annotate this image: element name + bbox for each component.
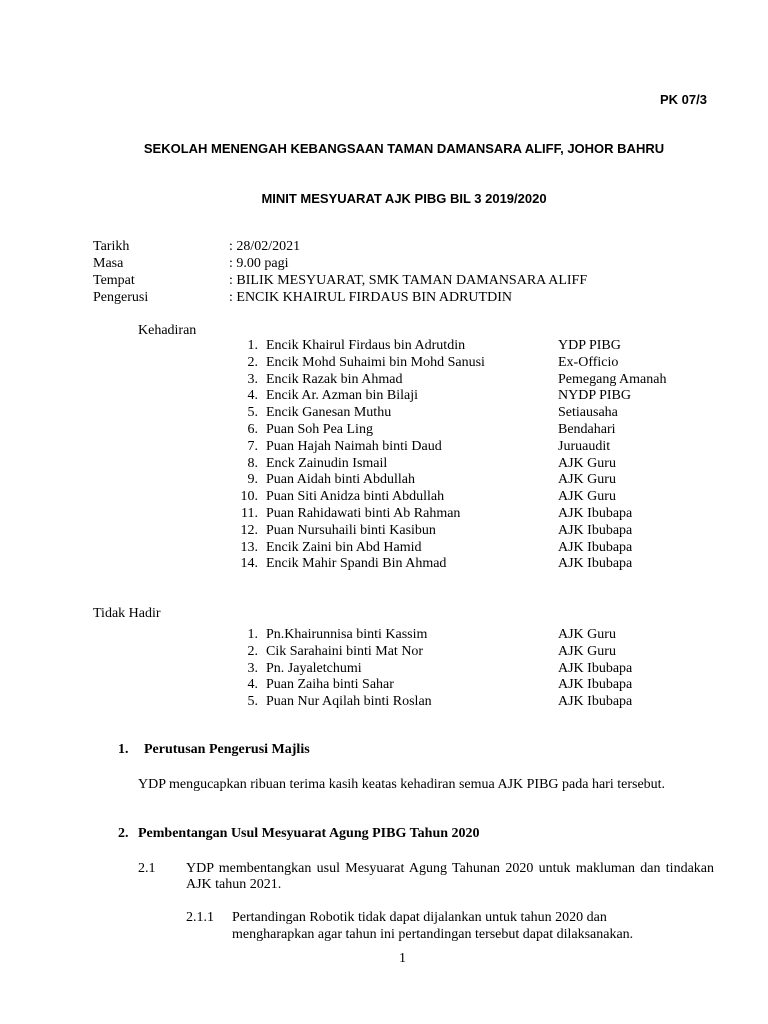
attendee-name: Encik Ar. Azman bin Bilaji	[266, 388, 419, 404]
attendance-heading: Kehadiran	[138, 323, 197, 338]
attendee-role: AJK Ibubapa	[558, 506, 633, 521]
section1-number: 1.	[118, 742, 129, 757]
section1-body: YDP mengucapkan ribuan terima kasih keatas kehadiran semua AJK PIBG pada hari tersebut.	[138, 777, 666, 792]
info-value-date: : 28/02/2021	[229, 239, 301, 254]
section2-title: Pembentangan Usul Mesyuarat Agung PIBG Tahun 2020	[138, 826, 480, 841]
attendee-no: 13.	[240, 539, 258, 555]
absentee-role: AJK Ibubapa	[558, 677, 633, 693]
item-2-1-1-line1: Pertandingan Robotik tidak dapat dijalankan untuk tahun 2020 dan	[232, 910, 607, 925]
attendee-no: 7.	[247, 438, 258, 454]
attendee-role: AJK Ibubapa	[558, 522, 633, 538]
item-2-1-text: YDP membentangkan usul Mesyuarat Agung Tahunan 2020 untuk makluman dan tindakan AJK tahun 2021.	[186, 861, 714, 892]
document-title: MINIT MESYUARAT AJK PIBG BIL 3 2019/2020	[261, 191, 547, 206]
attendee-no: 2.	[247, 354, 258, 370]
page-number: 1	[399, 951, 406, 966]
attendee-name: Puan Rahidawati binti Ab Rahman	[266, 506, 461, 521]
absentee-name: Pn. Jayaletchumi	[266, 660, 362, 676]
info-label-date: Tarikh	[93, 239, 130, 254]
absentee-role: AJK Guru	[558, 627, 616, 642]
info-label-time: Masa	[93, 256, 124, 271]
attendee-no: 4.	[247, 388, 258, 404]
attendee-role: Setiausaha	[558, 405, 618, 421]
attendee-name: Encik Mohd Suhaimi bin Mohd Sanusi	[266, 354, 485, 370]
absentee-name: Cik Sarahaini binti Mat Nor	[266, 643, 424, 659]
attendee-role: AJK Ibubapa	[558, 539, 633, 555]
item-2-1-1-line2: mengharapkan agar tahun ini pertandingan tersebut dapat dilaksanakan.	[232, 927, 634, 942]
attendee-role: AJK Guru	[558, 455, 616, 471]
absentee-name: Puan Nur Aqilah binti Roslan	[266, 694, 432, 710]
attendee-role: YDP PIBG	[558, 338, 621, 353]
absentee-no: 5.	[247, 694, 258, 710]
info-label-chair: Pengerusi	[93, 290, 149, 305]
absentee-no: 1.	[247, 627, 258, 642]
attendee-name: Encik Mahir Spandi Bin Ahmad	[266, 556, 447, 572]
info-value-chair: : ENCIK KHAIRUL FIRDAUS BIN ADRUTDIN	[229, 290, 512, 305]
attendee-role: Ex-Officio	[558, 354, 619, 370]
attendee-role: AJK Ibubapa	[558, 556, 633, 572]
attendee-role: AJK Guru	[558, 489, 616, 505]
attendee-no: 10.	[240, 489, 258, 505]
absentee-no: 2.	[247, 643, 258, 659]
attendee-no: 9.	[247, 472, 258, 488]
attendee-name: Encik Zaini bin Abd Hamid	[266, 539, 422, 555]
item-2-1-number: 2.1	[138, 861, 156, 876]
absentee-no: 3.	[247, 660, 258, 676]
attendee-name: Puan Nursuhaili binti Kasibun	[266, 522, 436, 538]
attendee-no: 12.	[240, 522, 258, 538]
absentee-role: AJK Ibubapa	[558, 694, 633, 710]
attendee-role: AJK Guru	[558, 472, 616, 488]
attendee-name: Puan Aidah binti Abdullah	[266, 472, 415, 488]
attendee-role: Bendahari	[558, 422, 616, 437]
attendee-name: Encik Razak bin Ahmad	[266, 371, 403, 387]
attendee-role: NYDP PIBG	[558, 388, 631, 404]
attendee-no: 1.	[247, 338, 258, 353]
info-value-time: : 9.00 pagi	[229, 256, 289, 271]
document-code: PK 07/3	[660, 92, 707, 107]
attendee-no: 8.	[247, 455, 258, 471]
attendee-name: Encik Khairul Firdaus bin Adrutdin	[266, 338, 466, 353]
attendee-name: Puan Hajah Naimah binti Daud	[266, 438, 442, 454]
item-2-1-1-number: 2.1.1	[186, 910, 214, 925]
attendee-name: Puan Soh Pea Ling	[266, 422, 373, 437]
attendee-name: Puan Siti Anidza binti Abdullah	[266, 489, 445, 505]
absentee-name: Pn.Khairunnisa binti Kassim	[266, 627, 428, 642]
absentee-role: AJK Guru	[558, 643, 616, 659]
attendee-no: 5.	[247, 405, 258, 421]
section1-title: Perutusan Pengerusi Majlis	[144, 742, 310, 757]
attendee-name: Enck Zainudin Ismail	[266, 455, 388, 471]
section2-number: 2.	[118, 826, 129, 841]
school-name: SEKOLAH MENENGAH KEBANGSAAN TAMAN DAMANSARA ALIFF, JOHOR BAHRU	[143, 141, 665, 156]
attendee-no: 14.	[240, 556, 258, 572]
absentee-name: Puan Zaiha binti Sahar	[266, 677, 394, 693]
attendee-name: Encik Ganesan Muthu	[266, 405, 392, 421]
attendee-no: 11.	[241, 506, 258, 521]
absentee-no: 4.	[247, 677, 258, 693]
absentee-role: AJK Ibubapa	[558, 660, 633, 676]
attendee-role: Pemegang Amanah	[558, 371, 667, 387]
absent-heading: Tidak Hadir	[93, 606, 161, 621]
info-value-venue: : BILIK MESYUARAT, SMK TAMAN DAMANSARA ALIFF	[229, 273, 588, 288]
info-label-venue: Tempat	[93, 273, 135, 288]
attendee-no: 6.	[247, 422, 258, 437]
attendee-no: 3.	[247, 371, 258, 387]
attendee-role: Juruaudit	[558, 438, 611, 454]
